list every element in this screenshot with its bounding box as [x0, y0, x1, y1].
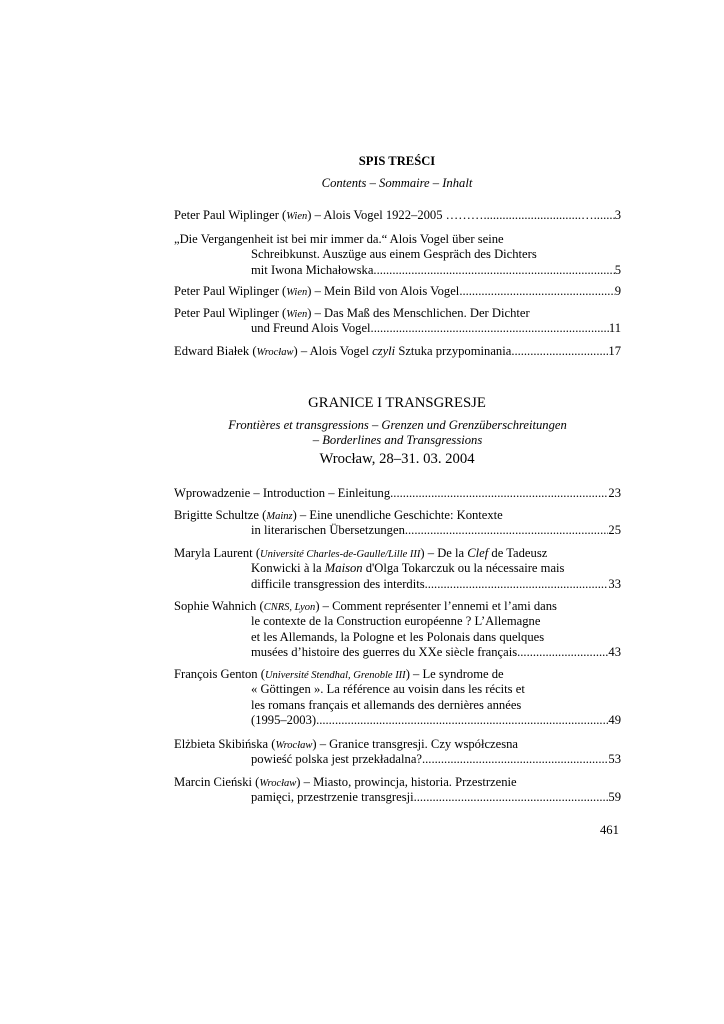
toc-entry: Brigitte Schultze (Mainz) – Eine unendliche Geschichte: Kontexte in literarischen Übersetzungen ..... 25 [174, 508, 621, 539]
section-subtitle: Frontières et transgressions – Grenzen und Grenzüberschreitungen [228, 418, 567, 432]
page-ref: 53 [608, 752, 621, 767]
toc-entry: François Genton (Université Stendhal, Grenoble III) – Le syndrome de « Göttingen ». La référence au voisin dans les récits et les romans français et allemands des dernières années (1995–2003) ..... 49 [174, 667, 621, 728]
page-number: 461 [600, 823, 619, 837]
section-title: GRANICE I TRANSGRESJE [308, 395, 486, 411]
toc-entry: Edward Białek (Wrocław) – Alois Vogel czyli Sztuka przypominania ..... 17 [174, 344, 621, 359]
page-ref: 9 [614, 284, 621, 298]
page-ref: 43 [608, 644, 621, 659]
toc-title: SPIS TREŚCI [358, 154, 436, 168]
toc-entry: Peter Paul Wiplinger (Wien) – Alois Vogel 1922–2005 ………...............................… ..... 3 [174, 208, 621, 223]
page-ref: 25 [608, 523, 621, 538]
toc-entry: Peter Paul Wiplinger (Wien) – Mein Bild von Alois Vogel ..... 9 [174, 284, 621, 299]
toc-entry: Marcin Cieński (Wrocław) – Miasto, prowincja, historia. Przestrzenie pamięci, przestrzenie transgresji ..... 59 [174, 775, 621, 806]
toc-entry: Elżbieta Skibińska (Wrocław) – Granice transgresji. Czy współczesna powieść polska jest przekładalna? ..... 53 [174, 737, 621, 768]
page-ref: 49 [608, 712, 621, 727]
page-ref: 59 [608, 790, 621, 805]
toc-subtitle: Contents – Sommaire – Inhalt [321, 176, 473, 190]
toc-entry: „Die Vergangenheit ist bei mir immer da.“ Alois Vogel über seine Schreibkunst. Auszüge aus einem Gespräch des Dichters mit Iwona Michałowska ..... 5 [174, 232, 621, 278]
section-date: Wrocław, 28–31. 03. 2004 [319, 451, 475, 467]
toc-entry: Peter Paul Wiplinger (Wien) – Das Maß des Menschlichen. Der Dichter und Freund Alois Vogel ..... 11 [174, 306, 621, 337]
page-ref: 33 [608, 576, 621, 591]
page-ref: 23 [608, 486, 621, 500]
toc-entry: Sophie Wahnich (CNRS, Lyon) – Comment représenter l’ennemi et l’ami dans le contexte de la Construction européenne ? L’Allemagne et les Allemands, la Pologne et les Polonais dans quelques musées d’histoire des guerres du XXe siècle français ..... 43 [174, 599, 621, 660]
section-subtitle: – Borderlines and Transgressions [312, 433, 483, 447]
page-ref: 17 [608, 344, 621, 358]
page-ref: 11 [608, 321, 621, 336]
toc-entry: Wprowadzenie – Introduction – Einleitung ..... 23 [174, 486, 621, 501]
page-ref: 5 [614, 262, 621, 277]
page-ref: 3 [614, 208, 621, 222]
toc-entry: Maryla Laurent (Université Charles-de-Gaulle/Lille III) – De la Clef de Tadeusz Konwicki à la Maison d'Olga Tokarczuk ou la nécessaire mais difficile transgression des interdits ..... 33 [174, 546, 621, 592]
